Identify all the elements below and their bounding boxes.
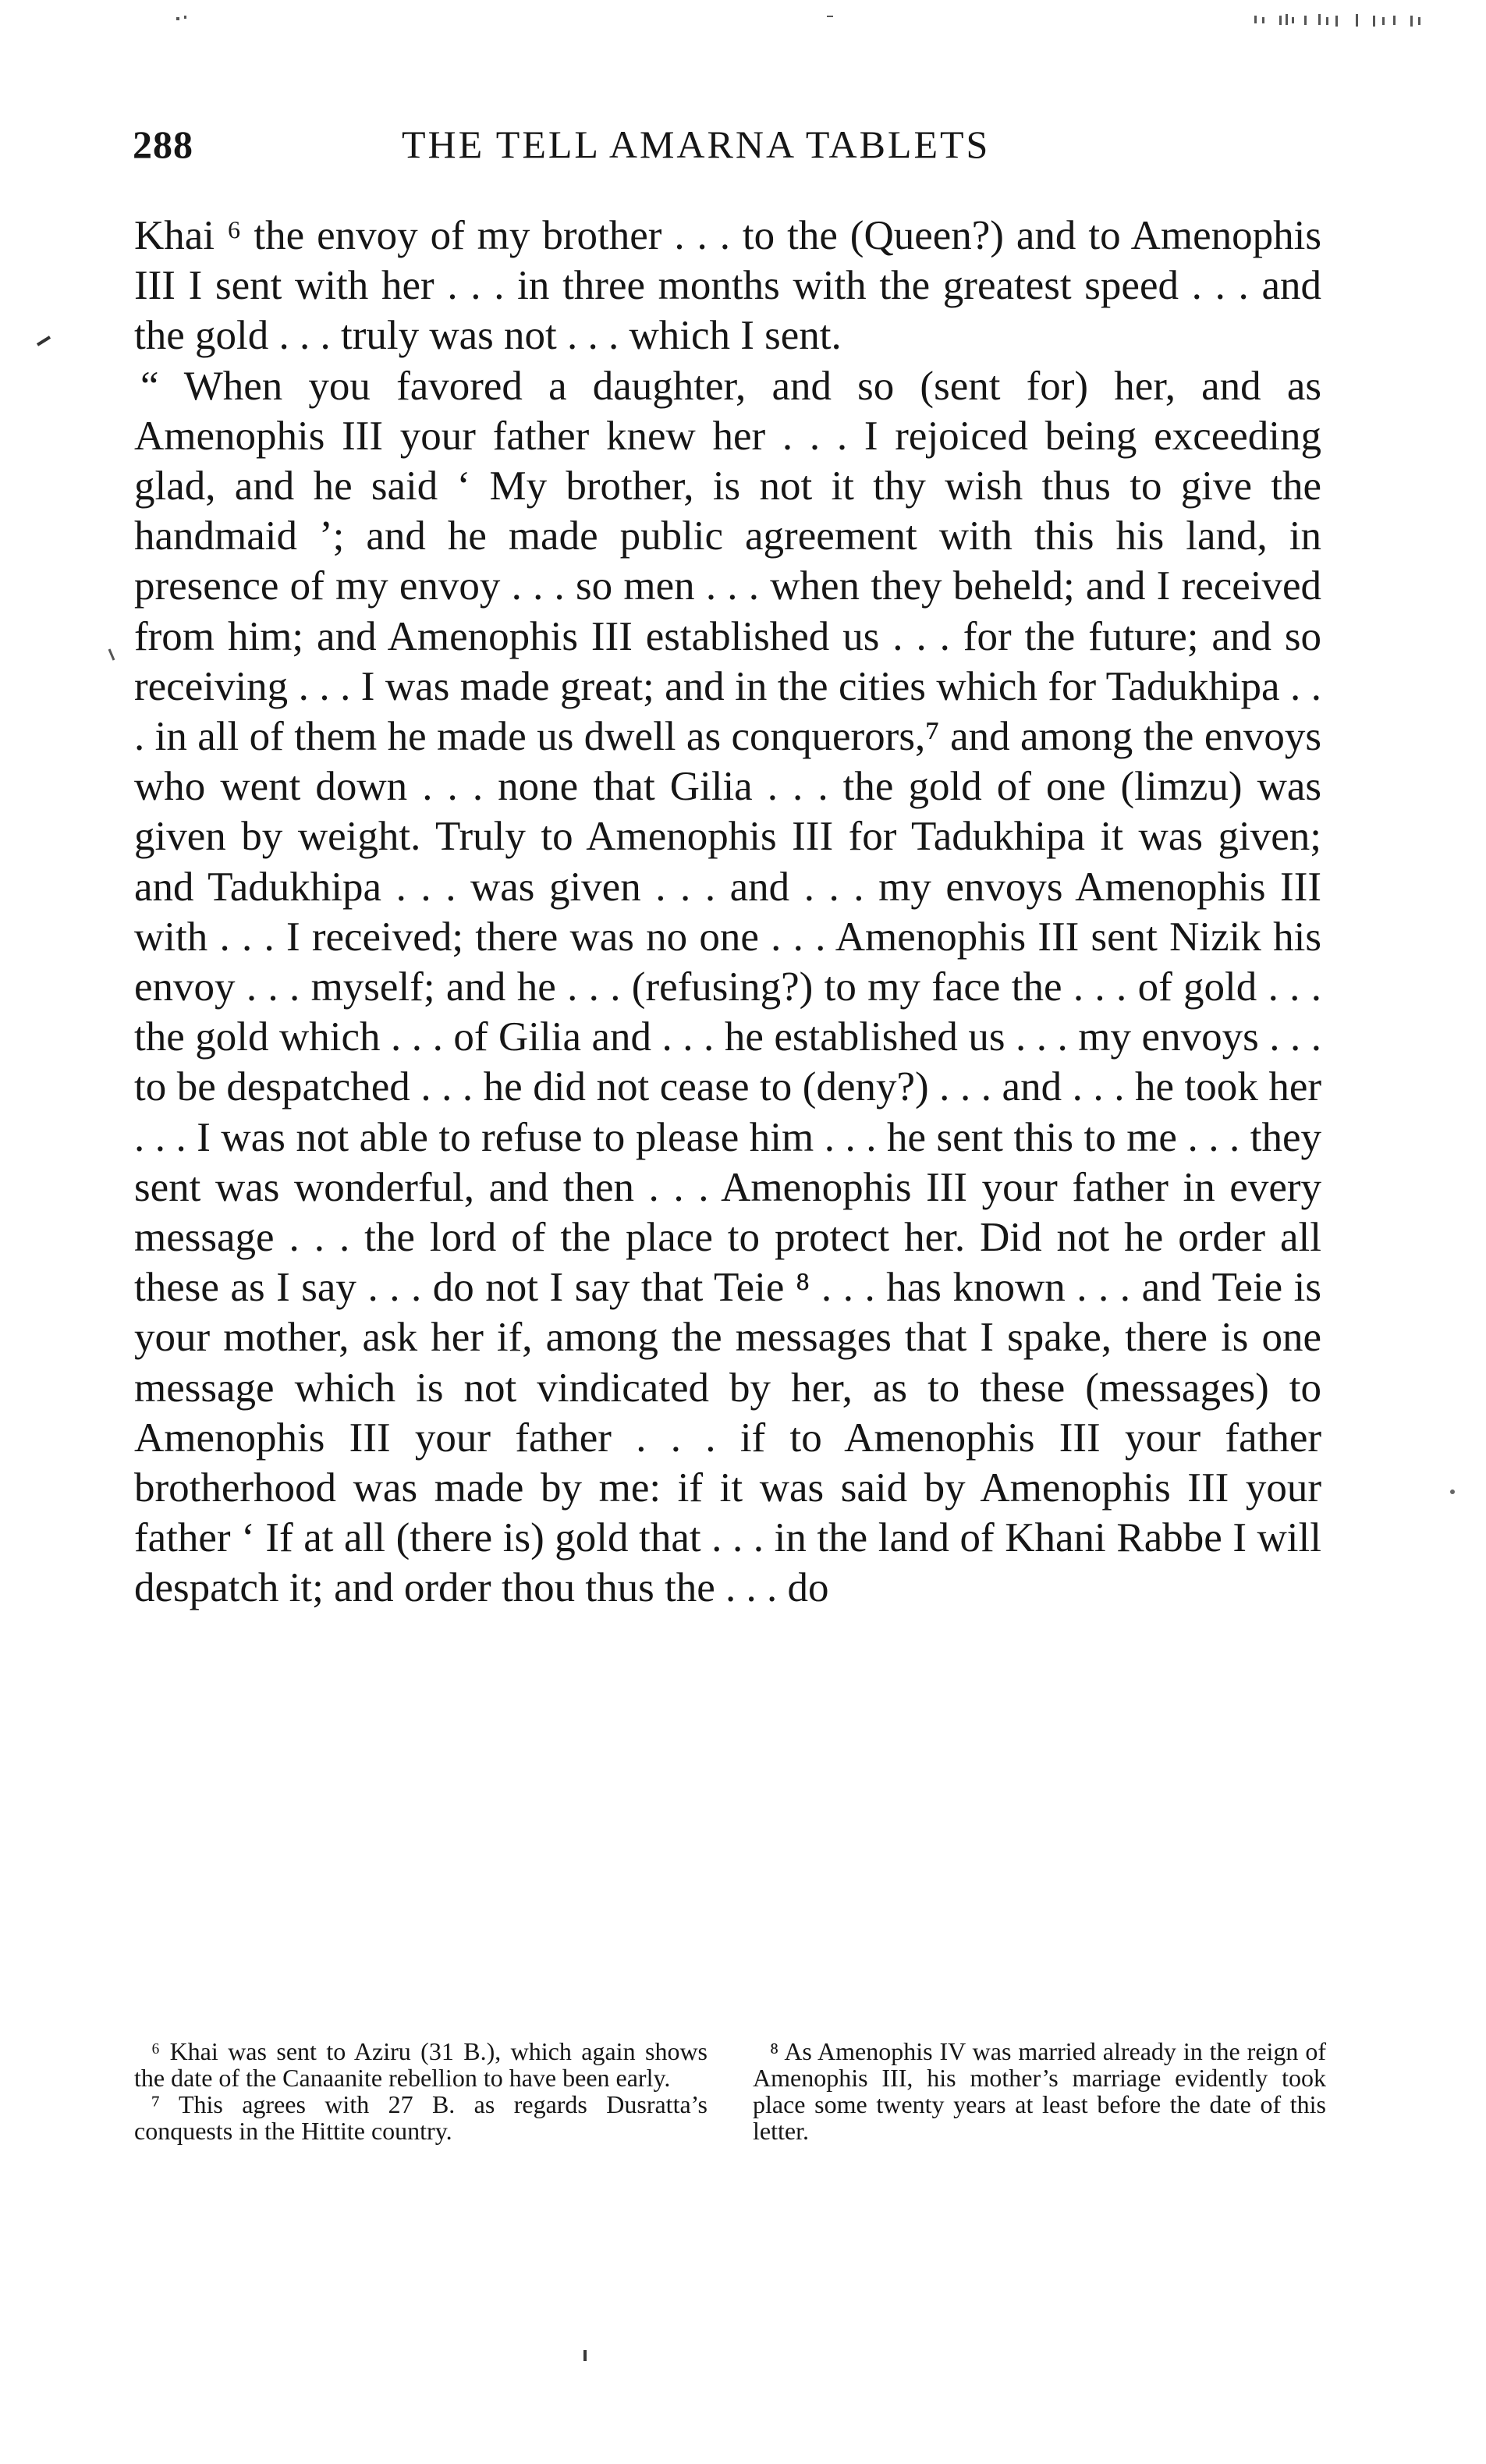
footnote-8: ⁸ As Amenophis IV was married already in the reign of Amenophis III, his mother’s marriage evidently took place some twenty years at least before the date of this letter.	[753, 2037, 1326, 2145]
running-title: THE TELL AMARNA TABLETS	[402, 122, 991, 166]
page-header	[133, 117, 1318, 179]
footnote-6: ⁶ Khai was sent to Aziru (31 B.), which again shows the date of the Canaanite rebellion to have been early.	[134, 2037, 708, 2092]
page-number: 288	[133, 122, 193, 166]
page-end-mark	[583, 2350, 587, 2361]
footnotes	[134, 2038, 1326, 2144]
footnote-7: ⁷ This agrees with 27 B. as regards Dusratta’s conquests in the Hittite country.	[134, 2090, 708, 2145]
footnotes-right-column	[753, 2038, 1326, 2144]
paragraph-1: Khai ⁶ the envoy of my brother . . . to the (Queen?) and to Amenophis III I sent with her . . . in three months with the greatest speed . . . and the gold . . . truly was not . . . which I sent.	[134, 213, 1321, 359]
body-text	[134, 211, 1321, 1614]
footnotes-left-column	[134, 2038, 708, 2144]
paragraph-2: “ When you favored a daughter, and so (sent for) her, and as Amenophis III your father knew her . . . I rejoiced being exceeding glad, and he said ‘ My brother, is not it thy wish thus to give the handmaid ’; and he made public agreement with this his land, in presence of my envoy . . . so men . . . when they beheld; and I received from him; and Amenophis III established us . . . for the future; and so receiving . . . I was made great; and in the cities which for Tadukhipa . . . in all of them he made us dwell as conquerors,⁷ and among the envoys who went down . . . none that Gilia . . . the gold of one (limzu) was given by weight. Truly to Amenophis III for Tadukhipa it was given; and Tadukhipa . . . was given . . . and . . . my envoys Amenophis III with . . . I received; there was no one . . . Amenophis III sent Nizik his envoy . . . myself; and he . . . (refusing?) to my face the . . . of gold . . . the gold which . . . of Gilia and . . . he established us . . . my envoys . . . to be despatched . . . he did not cease to (deny?) . . . and . . . he took her . . . I was not able to refuse to please him . . . he sent this to me . . . they sent was wonderful, and then . . . Amenophis III your father in every message . . . the lord of the place to protect her. Did not he order all these as I say . . . do not I say that Teie ⁸ . . . has known . . . and Teie is your mother, ask her if, among the messages that I spake, there is one message which is not vindicated by her, as to these (messages) to Amenophis III your father . . . if to Amenophis III your father brotherhood was made by me: if it was said by Amenophis III your father ‘ If at all (there is) gold that . . . in the land of Khani Rabbe I will despatch it; and order thou thus the . . . do	[134, 363, 1321, 1611]
